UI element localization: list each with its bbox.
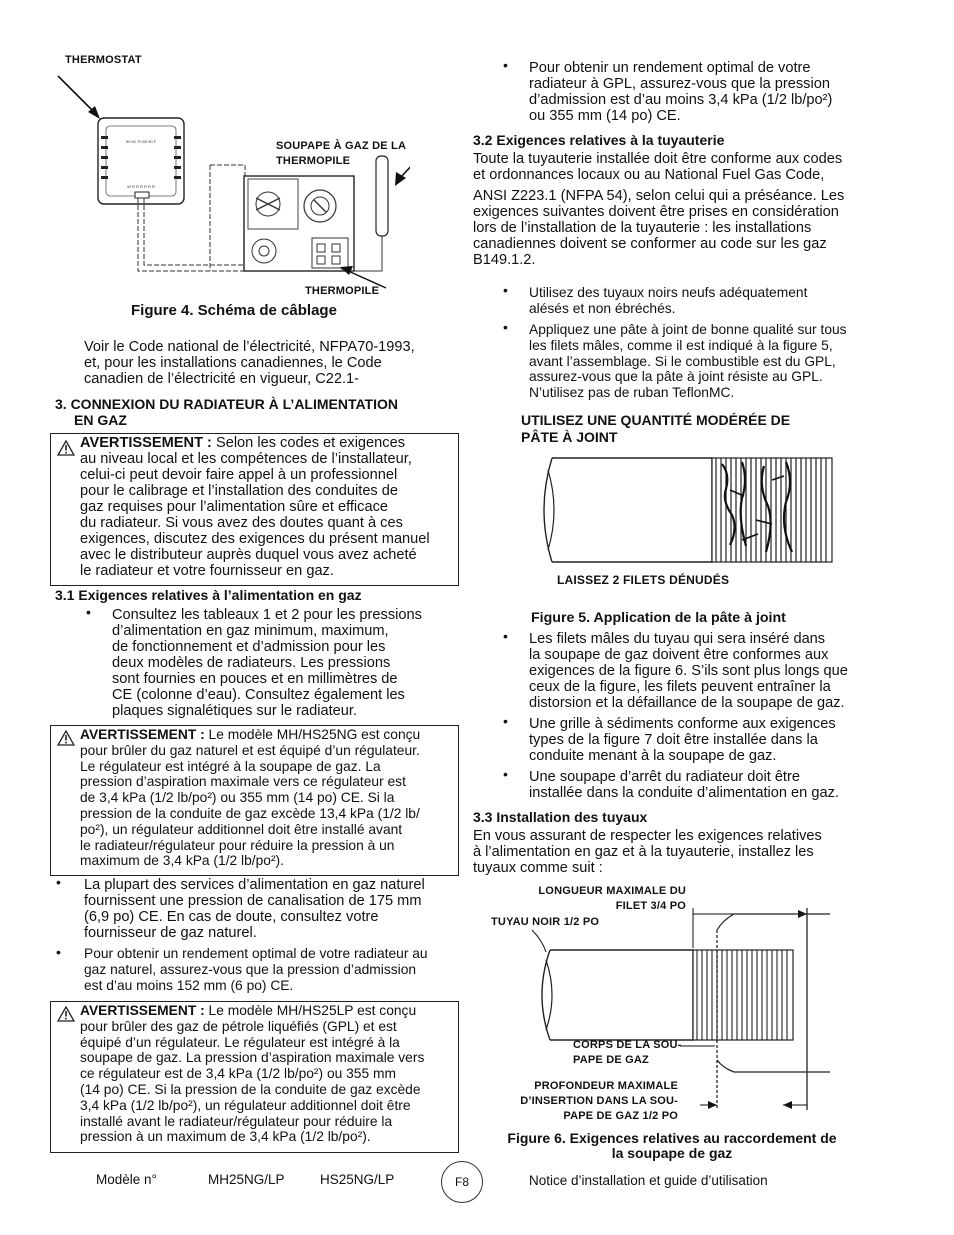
para32b — [473, 188, 844, 268]
bullet-nat1-line: fournissent une pression de canalisation de 175 mm — [84, 893, 422, 909]
warning1-line: avec le distributeur auprès duquel vous avez acheté — [80, 547, 417, 563]
bullet32-2-line: N’utilisez pas de ruban TeflonMC. — [529, 385, 735, 401]
bullet31-line: plaques signalétiques sur le radiateur. — [112, 703, 358, 719]
para32a-line: Toute la tuyauterie installée doit être conforme aux codes — [473, 151, 843, 167]
warning3-line: soupape de gaz. La pression d’aspiration maximale vers — [80, 1050, 425, 1066]
fig6-longueur-line: LONGUEUR MAXIMALE DU — [538, 885, 686, 897]
warning-box-2 — [50, 725, 459, 876]
warning2-line: de 3,4 kPa (1/2 lb/po²) ou 355 mm (14 po) CE. Si la — [80, 790, 395, 806]
bullet-dot: • — [503, 57, 508, 73]
section31-heading: 3.1 Exigences relatives à l’alimentation en gaz — [55, 587, 362, 603]
footer-model1: MH25NG/LP — [208, 1172, 285, 1187]
bullet-nat1-line: La plupart des services d’alimentation en gaz naturel — [84, 877, 425, 893]
bullet-arret-line: Une soupape d’arrêt du radiateur doit être — [529, 769, 800, 785]
para32a-line: et ordonnances locaux ou au National Fuel Gas Code, — [473, 167, 825, 183]
warning2-line: Le régulateur est intégré à la soupape de gaz. La — [80, 758, 381, 774]
bullet31-line: de fonctionnement et d’admission pour les — [112, 639, 386, 655]
bullet-male-text — [529, 631, 848, 711]
fig4-caption: Figure 4. Schéma de câblage — [131, 302, 337, 319]
page-number-badge — [441, 1161, 483, 1203]
bullet-dot: • — [56, 944, 61, 960]
bullet-male-line: distorsion et la défaillance de la soupape de gaz. — [529, 695, 845, 711]
para32b-line: ANSI Z223.1 (NFPA 54), selon celui qui a préséance. Les — [473, 188, 845, 204]
para33-line: tuyaux comme suit : — [473, 860, 603, 876]
warning2-line: pression de la conduite de gaz excède 13,4 kPa (1/2 lb/ — [80, 805, 420, 821]
warning3-line: pression à un maximum de 3,4 kPa (1/2 lb/po²). — [80, 1129, 371, 1145]
svg-text:W R R R R R R: W R R R R R R — [127, 184, 155, 189]
para32b-line: B149.1.2. — [473, 252, 536, 268]
bullet-lp-line: Pour obtenir un rendement optimal de votre — [529, 60, 811, 76]
bullet-grille-line: types de la figure 7 doit être installée dans la — [529, 732, 818, 748]
bullet-grille-text — [529, 716, 836, 764]
para32b-line: canadiennes doivent se conformer au code sur les gaz — [473, 236, 827, 252]
bullet31-line: Consultez les tableaux 1 et 2 pour les pressions — [112, 607, 422, 623]
fig6-tuyau-label: TUYAU NOIR 1/2 PO — [491, 916, 600, 928]
bullet-nat2-text — [84, 946, 428, 993]
warning1-line: le radiateur et votre fournisseur en gaz. — [80, 563, 334, 579]
warning3-line: pour brûler des gaz de pétrole liquéfiés (GPL) et est — [80, 1018, 397, 1034]
footer-model-label: Modèle n° — [96, 1172, 157, 1187]
bullet31-line: sont fournies en pouces et en millimètres de — [112, 671, 398, 687]
footer-title: Notice d’installation et guide d’utilisation — [529, 1173, 768, 1188]
bullet-nat2-line: est d’au moins 152 mm (6 po) CE. — [84, 977, 294, 993]
warning1-line: exigences, discutez des exigences du présent manuel — [80, 531, 430, 547]
valve-label — [276, 139, 406, 169]
bullet-lp-line: ou 355 mm (14 po) CE. — [529, 108, 681, 124]
fig5-top-label — [521, 412, 790, 446]
bullet-male-line: Les filets mâles du tuyau qui sera inséré dans — [529, 631, 826, 647]
fig6-longueur-line: FILET 3/4 PO — [615, 900, 686, 912]
wiring-diagram — [50, 66, 410, 302]
bullet32-2-line: les filets mâles, comme il est indiqué à la figure 5, — [529, 337, 833, 353]
bullet-grille-line: Une grille à sédiments conforme aux exigences — [529, 716, 836, 732]
code-paragraph — [84, 339, 415, 387]
warning1-line: celui-ci peut devoir faire appel à un professionnel — [80, 467, 398, 483]
warning3-text — [80, 1003, 458, 1145]
warning1-first: Selon les codes et exigences — [215, 435, 405, 451]
warning2-text — [80, 727, 458, 869]
para32a — [473, 151, 842, 183]
para32b-line: exigences suivantes doivent être prises en considération — [473, 204, 839, 220]
bullet31-line: d’alimentation en gaz minimum, maximum, — [112, 623, 389, 639]
warning-box-3 — [50, 1001, 459, 1153]
bullet-arret-line: installée dans la conduite d’alimentation en gaz. — [529, 785, 839, 801]
warning-triangle-icon — [57, 1006, 75, 1022]
para33-line: à l’alimentation en gaz et à la tuyauterie, installez les — [473, 844, 814, 860]
fig6-corps-line: CORPS DE LA SOU- — [573, 1039, 682, 1051]
bullet-nat2-line: Pour obtenir un rendement optimal de votre radiateur au — [84, 946, 428, 961]
warning-triangle-icon — [57, 730, 75, 746]
warning3-line: installé avant le radiateur/régulateur pour réduire la — [80, 1113, 393, 1129]
bullet32-1-line: alésés et non ébréchés. — [529, 300, 676, 316]
warning2-line: maximum de 3,4 kPa (1/2 lb/po²). — [80, 853, 284, 869]
bullet32-1-line: Utilisez des tuyaux noirs neufs adéquatement — [529, 285, 808, 300]
warning3-line: ce régulateur est de 3,4 kPa (1/2 lb/po²) ou 355 mm — [80, 1066, 396, 1082]
warning1-text — [80, 435, 458, 579]
bullet-male-line: exigences de la figure 6. S’ils sont plus longs que — [529, 663, 848, 679]
warning1-line: pour le calibrage et l’installation des conduites de — [80, 483, 399, 499]
fig6-corps-label — [573, 1038, 682, 1068]
code-line: Voir le Code national de l’électricité, NFPA70-1993, — [84, 339, 415, 355]
bullet31-text — [112, 607, 422, 719]
bullet-dot: • — [503, 282, 508, 298]
bullet32-2-line: assurez-vous que la pâte à joint résiste au GPL. — [529, 369, 823, 385]
bullet32-2-text — [529, 322, 847, 401]
warning3-label: AVERTISSEMENT : — [80, 1003, 205, 1018]
bullet-grille-line: conduite menant à la soupape de gaz. — [529, 748, 777, 764]
section32-heading: 3.2 Exigences relatives à la tuyauterie — [473, 132, 725, 148]
fig6-profondeur-label — [490, 1079, 678, 1124]
para33-line: En vous assurant de respecter les exigences relatives — [473, 828, 822, 844]
bullet-lp-line: radiateur à GPL, assurez-vous que la pression — [529, 76, 830, 92]
fig6-profondeur-line: D’INSERTION DANS LA SOU- — [520, 1095, 678, 1107]
para33 — [473, 828, 822, 876]
bullet-dot: • — [503, 713, 508, 729]
bullet-lp-text — [529, 60, 832, 124]
section3-heading-line2: EN GAZ — [74, 412, 127, 428]
bullet-lp-line: d’admission est d’au moins 3,4 kPa (1/2 lb/po²) — [529, 92, 833, 108]
fig6-caption-line: Figure 6. Exigences relatives au raccordement de — [507, 1130, 837, 1146]
warning2-line: pression d’aspiration maximale vers ce régulateur est — [80, 774, 406, 790]
bullet31-line: deux modèles de radiateurs. Les pressions — [112, 655, 391, 671]
warning1-line: au niveau local et les compétences de l’installateur, — [80, 451, 412, 467]
warning1-line: gaz requises pour l’alimentation sûre et efficace — [80, 499, 388, 515]
warning2-first: Le modèle MH/HS25NG est conçu — [208, 727, 421, 742]
warning2-line: po²), un régulateur additionnel doit être installé avant — [80, 821, 403, 837]
bullet-nat1-text — [84, 877, 425, 941]
fig5-top-label-line: PÂTE À JOINT — [521, 429, 618, 445]
bullet-male-line: ceux de la figure, les filets peuvent entraîner la — [529, 679, 831, 695]
bullet31-line: CE (colonne d’eau). Consultez également les — [112, 687, 405, 703]
bullet-male-line: la soupape de gaz doivent être conformes aux — [529, 647, 829, 663]
bullet-nat2-line: gaz naturel, assurez-vous que la pression d’admission — [84, 961, 417, 977]
bullet32-1-text — [529, 285, 807, 317]
section3-heading — [55, 396, 398, 428]
bullet-dot: • — [503, 319, 508, 335]
warning1-label: AVERTISSEMENT : — [80, 435, 212, 451]
fig6-caption-line: la soupape de gaz — [611, 1145, 733, 1161]
page-number: F8 — [454, 1175, 469, 1189]
warning1-line: du radiateur. Si vous avez des doutes quant à ces — [80, 515, 403, 531]
warning2-label: AVERTISSEMENT : — [80, 727, 205, 742]
code-line: canadien de l’électricité en vigueur, C22.1- — [84, 371, 360, 387]
bullet-dot: • — [503, 628, 508, 644]
valve-label-line2: THERMOPILE — [276, 155, 351, 167]
fig6-caption — [478, 1131, 866, 1161]
footer-model2: HS25NG/LP — [320, 1172, 395, 1187]
warning3-line: équipé d’un régulateur. Le régulateur est intégré à la — [80, 1034, 400, 1050]
svg-text:50 60 70 80 90 F: 50 60 70 80 90 F — [125, 139, 157, 144]
warning3-line: 3,4 kPa (1/2 lb/po²), un régulateur additionnel doit être — [80, 1097, 411, 1113]
pipe-compound-illustration — [532, 450, 852, 572]
warning2-line: pour brûler du gaz naturel et est équipé d’un régulateur. — [80, 742, 420, 758]
fig6-profondeur-line: PROFONDEUR MAXIMALE — [534, 1080, 678, 1092]
fig5-bottom-label: LAISSEZ 2 FILETS DÉNUDÉS — [557, 573, 730, 587]
bullet-dot: • — [86, 604, 91, 620]
warning3-first: Le modèle MH/HS25LP est conçu — [208, 1003, 417, 1018]
code-line: et, pour les installations canadiennes, le Code — [84, 355, 382, 371]
bullet-nat1-line: fournisseur de gaz naturel. — [84, 925, 257, 941]
fig6-corps-line: PAPE DE GAZ — [573, 1054, 649, 1066]
thermostat-label: THERMOSTAT — [65, 54, 142, 66]
bullet32-2-line: avant l’assemblage. Si le combustible est du GPL, — [529, 353, 836, 369]
para32b-line: lors de l’installation de la tuyauterie : les installations — [473, 220, 812, 236]
warning3-line: (14 po) CE. Si la pression de la conduite de gaz excède — [80, 1081, 421, 1097]
fig5-caption: Figure 5. Application de la pâte à joint — [531, 610, 786, 626]
warning-box-1 — [50, 433, 459, 586]
section33-heading: 3.3 Installation des tuyaux — [473, 809, 648, 825]
bullet32-2-line: Appliquez une pâte à joint de bonne qualité sur tous — [529, 322, 847, 337]
bullet-dot: • — [56, 874, 61, 890]
bullet-dot: • — [503, 766, 508, 782]
warning-triangle-icon — [57, 440, 75, 456]
warning2-line: le radiateur/régulateur pour réduire la pression à un — [80, 837, 395, 853]
fig5-top-label-line: UTILISEZ UNE QUANTITÉ MODÉRÉE DE — [521, 412, 791, 428]
thermopile-label: THERMOPILE — [305, 285, 380, 297]
bullet-arret-text — [529, 769, 839, 801]
bullet-nat1-line: (6,9 po) CE. En cas de doute, consultez votre — [84, 909, 379, 925]
valve-label-line1: SOUPAPE À GAZ DE LA — [276, 140, 407, 152]
section3-heading-line1: 3. CONNEXION DU RADIATEUR À L’ALIMENTATION — [55, 396, 398, 412]
fig6-profondeur-line: PAPE DE GAZ 1/2 PO — [563, 1110, 678, 1122]
